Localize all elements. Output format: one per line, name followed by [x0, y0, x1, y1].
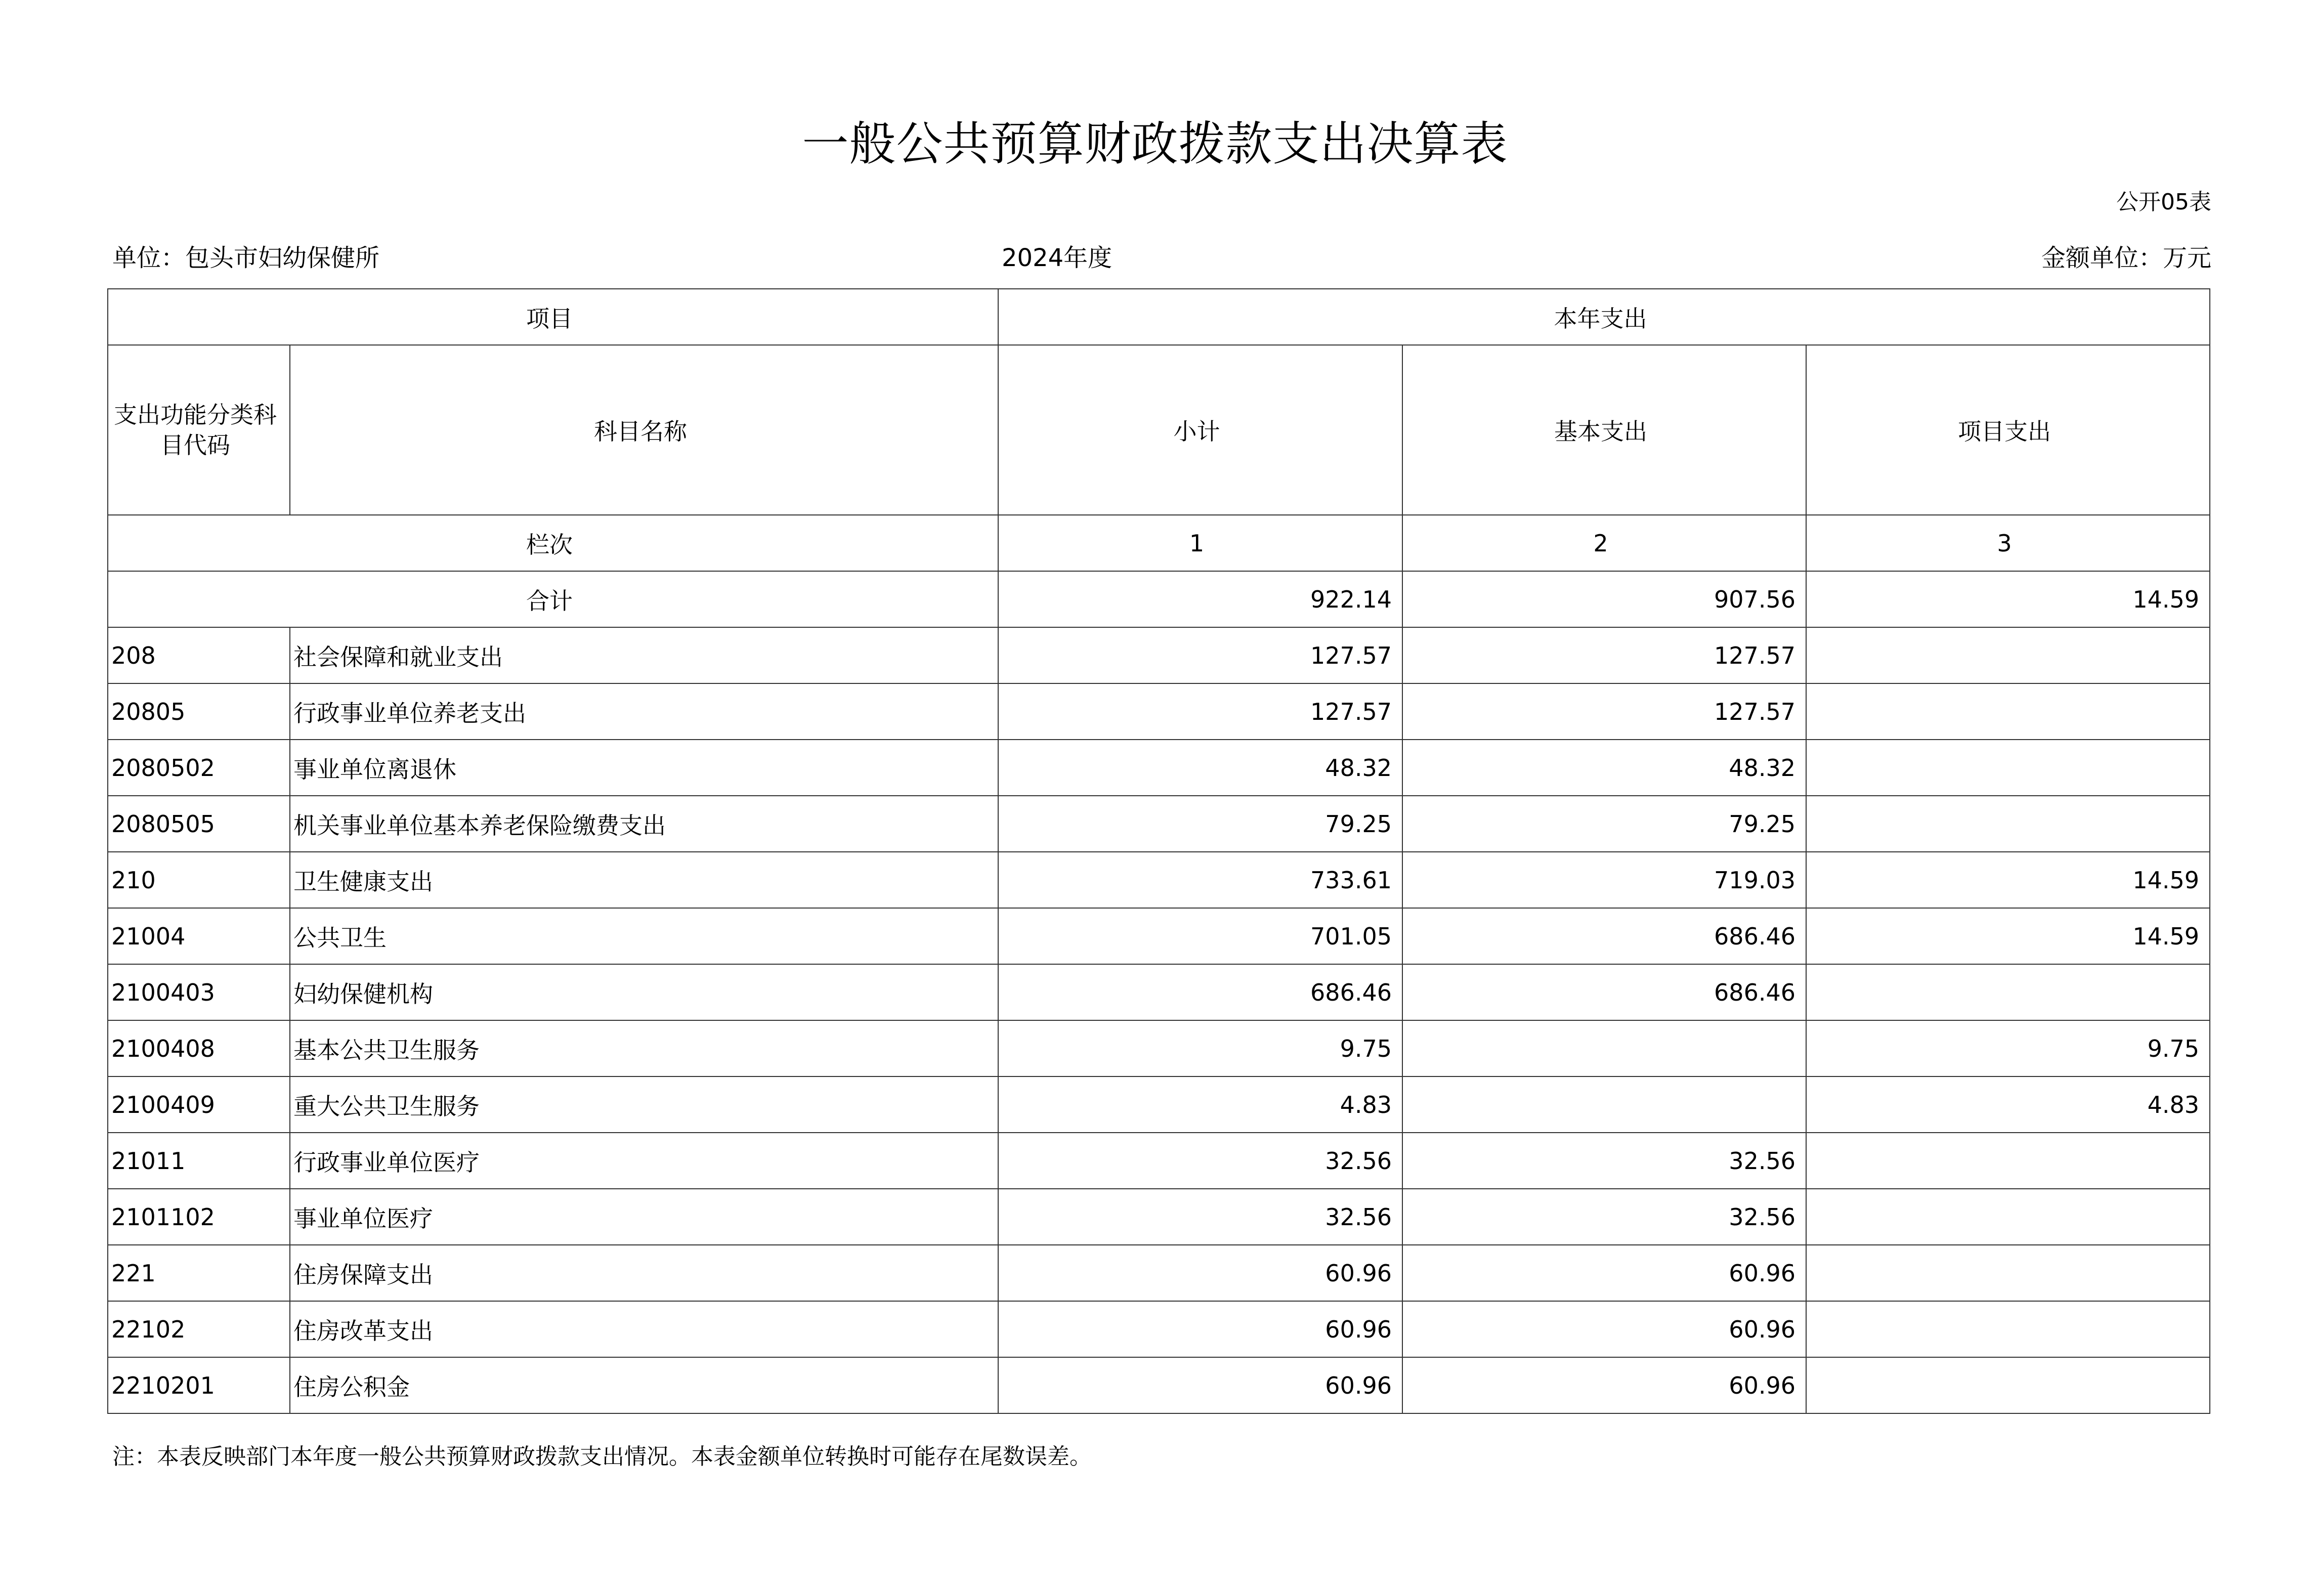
footnote: 注：本表反映部门本年度一般公共预算财政拨款支出情况。本表金额单位转换时可能存在尾数误差。 — [112, 1444, 1092, 1470]
table-row — [108, 1076, 2210, 1133]
table-row — [108, 852, 2210, 908]
row-code: 221 — [108, 1245, 290, 1301]
row-code: 2210201 — [108, 1357, 290, 1413]
row-name: 公共卫生 — [290, 908, 998, 964]
row-project: 14.59 — [1806, 852, 2210, 908]
row-code: 2100409 — [108, 1076, 290, 1133]
row-name: 机关事业单位基本养老保险缴费支出 — [290, 796, 998, 852]
header-current-year: 本年支出 — [998, 289, 2210, 345]
row-name: 住房保障支出 — [290, 1245, 998, 1301]
row-code: 2100408 — [108, 1020, 290, 1076]
expenditure-table — [107, 288, 2210, 1414]
row-project — [1806, 1189, 2210, 1245]
row-subtotal: 60.96 — [998, 1301, 1402, 1357]
table-row — [108, 1245, 2210, 1301]
row-project: 4.83 — [1806, 1076, 2210, 1133]
row-subtotal: 9.75 — [998, 1020, 1402, 1076]
column-index-1: 1 — [998, 515, 1402, 571]
table-number: 公开05表 — [2116, 189, 2211, 215]
row-subtotal: 60.96 — [998, 1245, 1402, 1301]
row-project: 9.75 — [1806, 1020, 2210, 1076]
row-name: 基本公共卫生服务 — [290, 1020, 998, 1076]
row-name: 住房公积金 — [290, 1357, 998, 1413]
row-subtotal: 32.56 — [998, 1133, 1402, 1189]
row-basic: 719.03 — [1402, 852, 1806, 908]
header-row-top — [108, 289, 2210, 345]
row-name: 行政事业单位医疗 — [290, 1133, 998, 1189]
row-subtotal: 127.57 — [998, 683, 1402, 740]
column-index-3: 3 — [1806, 515, 2210, 571]
row-subtotal: 60.96 — [998, 1357, 1402, 1413]
total-basic: 907.56 — [1402, 571, 1806, 627]
total-row — [108, 571, 2210, 627]
row-code: 2100403 — [108, 964, 290, 1020]
table-row — [108, 908, 2210, 964]
table-row — [108, 796, 2210, 852]
table-row — [108, 964, 2210, 1020]
row-subtotal: 686.46 — [998, 964, 1402, 1020]
row-code: 2080502 — [108, 740, 290, 796]
row-name: 住房改革支出 — [290, 1301, 998, 1357]
header-code: 支出功能分类科目代码 — [108, 345, 290, 515]
row-basic: 127.57 — [1402, 627, 1806, 683]
currency-unit: 金额单位：万元 — [2041, 244, 2211, 272]
row-name: 事业单位离退休 — [290, 740, 998, 796]
row-basic — [1402, 1076, 1806, 1133]
column-index-2: 2 — [1402, 515, 1806, 571]
total-subtotal: 922.14 — [998, 571, 1402, 627]
row-basic: 60.96 — [1402, 1357, 1806, 1413]
table-row — [108, 1301, 2210, 1357]
header-basic: 基本支出 — [1402, 345, 1806, 515]
row-name: 卫生健康支出 — [290, 852, 998, 908]
row-project: 14.59 — [1806, 908, 2210, 964]
row-basic: 686.46 — [1402, 908, 1806, 964]
row-subtotal: 4.83 — [998, 1076, 1402, 1133]
column-index-label: 栏次 — [108, 515, 998, 571]
table-row — [108, 1020, 2210, 1076]
row-code: 210 — [108, 852, 290, 908]
row-project — [1806, 964, 2210, 1020]
row-subtotal: 32.56 — [998, 1189, 1402, 1245]
table-row — [108, 740, 2210, 796]
row-basic: 60.96 — [1402, 1301, 1806, 1357]
column-index-row — [108, 515, 2210, 571]
row-subtotal: 48.32 — [998, 740, 1402, 796]
row-name: 事业单位医疗 — [290, 1189, 998, 1245]
header-row-columns — [108, 345, 2210, 515]
header-project: 项目支出 — [1806, 345, 2210, 515]
row-name: 妇幼保健机构 — [290, 964, 998, 1020]
row-project — [1806, 1133, 2210, 1189]
header-name: 科目名称 — [290, 345, 998, 515]
row-basic: 127.57 — [1402, 683, 1806, 740]
row-project — [1806, 740, 2210, 796]
row-code: 21011 — [108, 1133, 290, 1189]
row-project — [1806, 1301, 2210, 1357]
row-code: 2101102 — [108, 1189, 290, 1245]
row-project — [1806, 627, 2210, 683]
table-row — [108, 627, 2210, 683]
row-name: 行政事业单位养老支出 — [290, 683, 998, 740]
table-row — [108, 1357, 2210, 1413]
header-subtotal: 小计 — [998, 345, 1402, 515]
table-row — [108, 1189, 2210, 1245]
row-code: 208 — [108, 627, 290, 683]
fiscal-year: 2024年度 — [1002, 244, 1113, 272]
row-basic — [1402, 1020, 1806, 1076]
row-code: 20805 — [108, 683, 290, 740]
row-project — [1806, 1357, 2210, 1413]
row-name: 社会保障和就业支出 — [290, 627, 998, 683]
row-code: 22102 — [108, 1301, 290, 1357]
row-basic: 79.25 — [1402, 796, 1806, 852]
reporting-unit: 单位：包头市妇幼保健所 — [112, 244, 380, 272]
row-basic: 60.96 — [1402, 1245, 1806, 1301]
row-subtotal: 701.05 — [998, 908, 1402, 964]
row-project — [1806, 796, 2210, 852]
row-project — [1806, 683, 2210, 740]
row-basic: 48.32 — [1402, 740, 1806, 796]
row-subtotal: 127.57 — [998, 627, 1402, 683]
row-basic: 32.56 — [1402, 1133, 1806, 1189]
row-basic: 32.56 — [1402, 1189, 1806, 1245]
table-row — [108, 683, 2210, 740]
row-project — [1806, 1245, 2210, 1301]
header-item: 项目 — [108, 289, 998, 345]
total-label: 合计 — [108, 571, 998, 627]
table-row — [108, 1133, 2210, 1189]
row-code: 2080505 — [108, 796, 290, 852]
row-subtotal: 79.25 — [998, 796, 1402, 852]
row-name: 重大公共卫生服务 — [290, 1076, 998, 1133]
total-project: 14.59 — [1806, 571, 2210, 627]
row-basic: 686.46 — [1402, 964, 1806, 1020]
row-subtotal: 733.61 — [998, 852, 1402, 908]
page-title: 一般公共预算财政拨款支出决算表 — [802, 117, 1508, 171]
row-code: 21004 — [108, 908, 290, 964]
